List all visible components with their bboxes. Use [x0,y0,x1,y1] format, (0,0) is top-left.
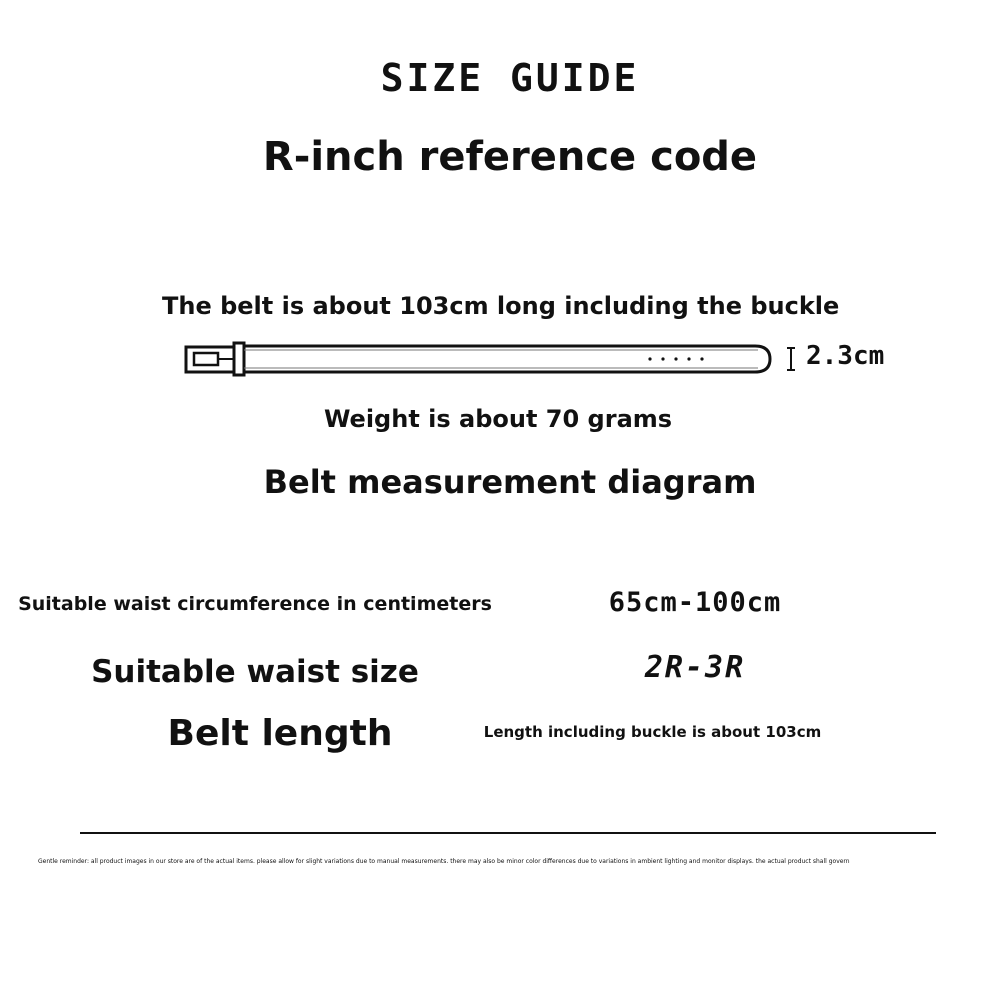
belt-illustration [180,334,780,384]
waist-size-label: Suitable waist size [91,654,419,690]
belt-buckle-icon [186,347,234,372]
belt-holes [648,357,703,360]
page-title: SIZE GUIDE [380,56,640,100]
measurement-title: Belt measurement diagram [263,463,757,501]
belt-length-note: The belt is about 103cm long including the buckle [162,292,840,320]
belt-hole [700,357,703,360]
waist-size-value: 2R-3R [644,650,746,685]
belt-keeper [234,343,244,375]
belt-length-value: Length including buckle is about 103cm [483,723,822,741]
divider [80,832,936,834]
page-subtitle: R-inch reference code [262,134,758,180]
gentle-reminder: Gentle reminder: all product images in our store are of the actual items. please allow for slight variations due to manual measurements. there may also be minor color differences due to variations in ambient lighting and monitor displays. the actual product shall govern [38,858,850,865]
waist-circumference-label: Suitable waist circumference in centimeters [18,593,492,615]
belt-hole [687,357,690,360]
belt-hole [661,357,664,360]
belt-width-label: 2.3cm [806,341,885,371]
belt-length-label: Belt length [167,713,393,754]
width-indicator-icon [784,346,798,372]
belt-hole [674,357,677,360]
belt-weight-note: Weight is about 70 grams [323,405,673,433]
belt-hole [648,357,651,360]
waist-circumference-value: 65cm-100cm [608,587,782,618]
